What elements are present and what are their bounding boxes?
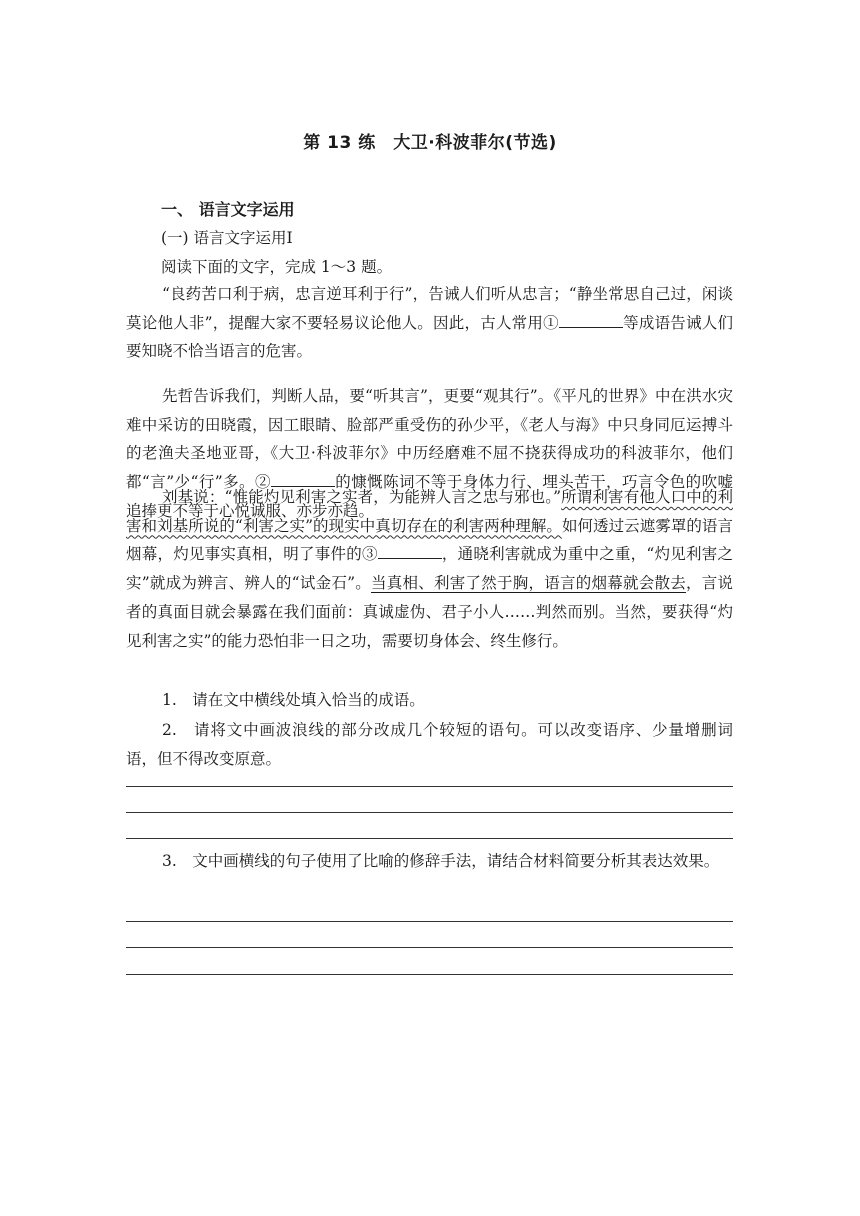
answer-line[interactable] (126, 974, 733, 975)
paragraph-1-text-b: 等成语告诫人们要知晓不恰当语言的危害。 (126, 313, 733, 361)
paragraph-3-text-a: 刘基说：“惟能灼见利害之实者，为能辨人言之忠与邪也。” (162, 488, 562, 506)
paragraph-1-text-a: “良药苦口利于病，忠言逆耳利于行”，告诫人们听从忠言；“静坐常思自己过，闲谈莫论他人非”，提醒大家不要轻易议论他人。因此，古人常用① (126, 285, 733, 332)
paragraph-2-text-a: 先哲告诉我们，判断人品，要“听其言”，更要“观其行”。《平凡的世界》中在洪水灾难中采访的田晓霞，因工眼睛、脸部严重受伤的孙少平，《老人与海》中只身同厄运搏斗的老渔夫圣地亚哥，《大卫·科波菲尔》中历经磨难不屈不挠获得成功的科波菲尔，他们都“言”少“行”多。② (126, 387, 733, 492)
paragraph-2-text-b: 的慷慨陈词不等于身体力行、埋头苦干，巧言令色的吹嘘追捧更不等于心悦诚服、亦步亦趋。 (126, 473, 733, 520)
answer-blank-3[interactable] (378, 542, 442, 559)
answer-blank-1[interactable] (559, 311, 623, 328)
answer-line[interactable] (126, 838, 733, 839)
answer-line[interactable] (126, 812, 733, 813)
instruction-text: 阅读下面的文字，完成 1～3 题。 (161, 258, 393, 276)
section-heading: 一、 语言文字运用 (161, 200, 295, 219)
paragraph-3-text-b: 如何透过云遮雾罩的语言烟幕，灼见事实真相，明了事件的③ (126, 516, 733, 564)
page-title: 第 13 练 大卫·科波菲尔(节选) (303, 133, 557, 153)
answer-line[interactable] (126, 947, 733, 948)
answer-line[interactable] (126, 921, 733, 922)
underlined-sentence: 当真相、利害了然于胸，语言的烟幕就会散去 (371, 574, 686, 593)
answer-line[interactable] (126, 786, 733, 787)
question-3: 3. 文中画横线的句子使用了比喻的修辞手法，请结合材料简要分析其表达效果。 (162, 852, 720, 870)
question-2: 2. 请将文中画波浪线的部分改成几个较短的语句。可以改变语序、少量增删词语，但不得改变原意。 (126, 721, 733, 768)
paragraph-3-text-d: ，言说者的真面目就会暴露在我们面前：真诚虚伪、君子小人……判然而别。当然，要获得“灼见利害之实”的能力恐怕非一日之功，需要切身体会、终生修行。 (126, 574, 733, 650)
subsection-heading: (一) 语言文字运用Ⅰ (161, 229, 293, 247)
paragraph-1 (126, 280, 733, 366)
paragraph-3 (126, 483, 733, 655)
paragraph-3-text-c: ，通晓利害就成为重中之重，“灼见利害之实”就成为辨言、辨人的“试金石”。 (126, 545, 733, 593)
question-1: 1. 请在文中横线处填入恰当的成语。 (162, 691, 425, 709)
wavy-underlined-sentence: 所谓利害有他人口中的利害和刘基所说的“利害之实”的现实中真切存在的利害两种理解。 (126, 488, 733, 535)
